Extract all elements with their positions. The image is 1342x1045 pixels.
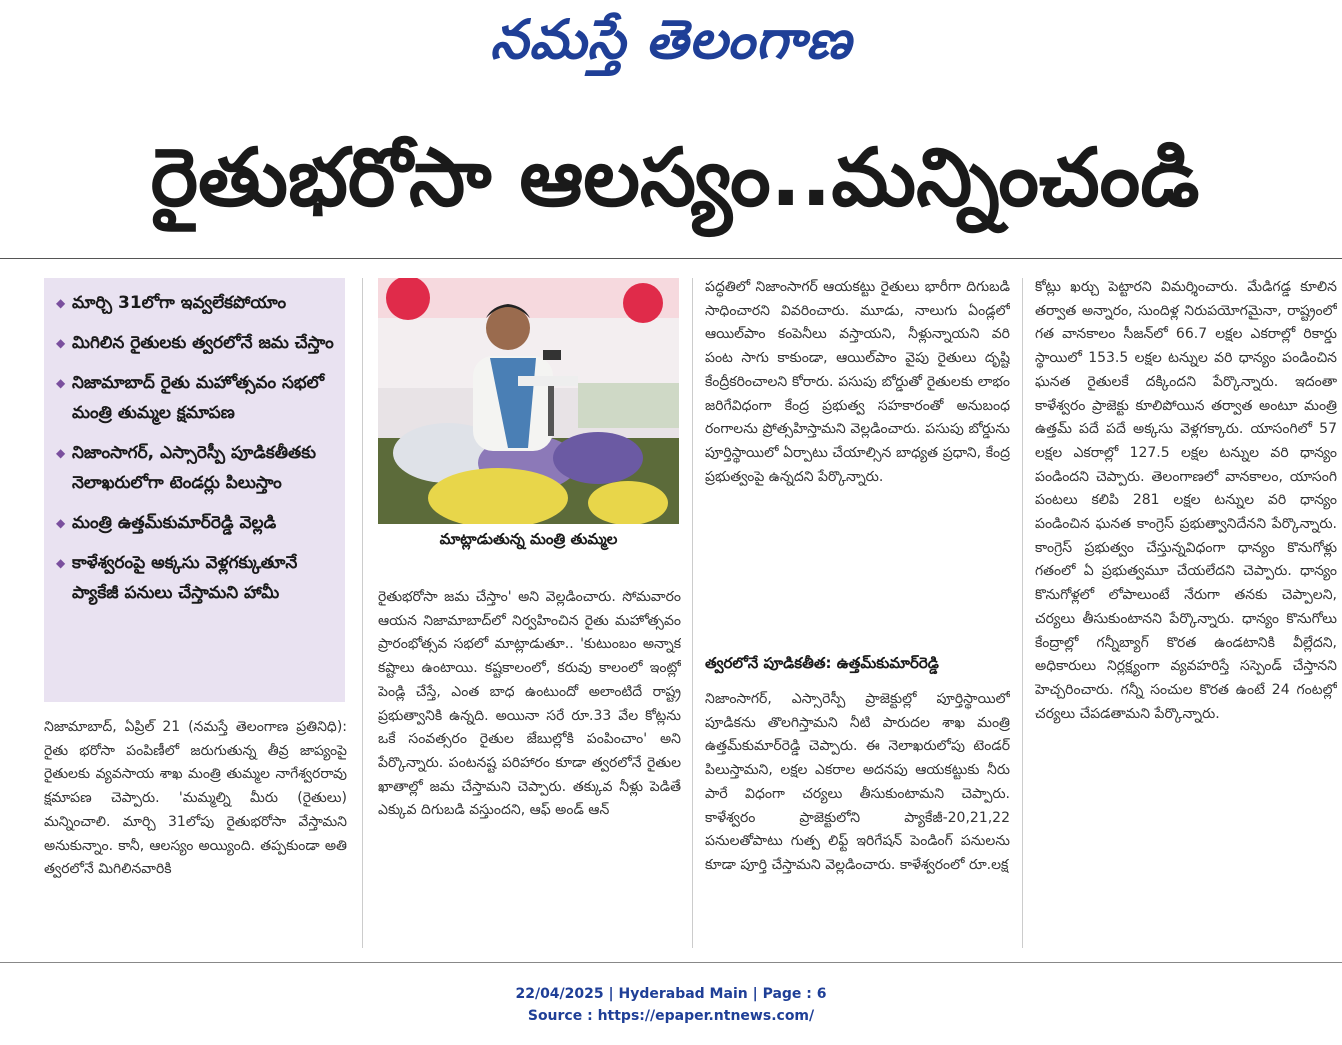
highlight-item: ◆ నిజామాబాద్ రైతు మహోత్సవం సభలో మంత్రి తుమ్మల క్షమాపణ — [56, 368, 337, 428]
highlights-box — [44, 278, 345, 702]
masthead-logo: నమస్తే తెలంగాణ — [490, 8, 852, 71]
article-column-3-bottom: నిజాంసాగర్, ఎస్సారెస్పీ ప్రాజెక్టుల్లో పూర్తిస్థాయిలో పూడికను తొలగిస్తామని నీటి పారుదల శాఖ మంత్రి ఉత్తమ్‌కుమార్‌రెడ్డి చెప్పారు. ఈ నెలాఖరులోపు టెండర్ పిలుస్తామని, లక్షల ఎకరాల అదనపు ఆయకట్టుకు నీరు పారే విధంగా చర్యలు తీసుకుంటామని చెప్పారు. కాళేశ్వరం ప్రాజెక్టులోని ప్యాకేజీ-20,21,22 పనులతోపాటు గుత్ప లిఫ్ట్ ఇరిగేషన్ పెండింగ్ పనులను కూడా పూర్తి చేస్తామని వెల్లడించారు. కాళేశ్వరంలో రూ.లక్ష — [705, 691, 1010, 873]
bullet-icon: ◆ — [56, 446, 66, 460]
column-divider — [1022, 278, 1023, 948]
headline-rule — [0, 258, 1342, 259]
footer-source-link[interactable]: Source : https://epaper.ntnews.com/ — [527, 1008, 815, 1024]
highlight-item: ◆ కాళేశ్వరంపై అక్కసు వెళ్లగక్కుతూనే ప్యాకేజీ పనులు చేస్తామని హామీ — [56, 548, 337, 608]
column-divider — [692, 278, 693, 948]
column-divider — [362, 278, 363, 948]
minister-photo — [378, 278, 679, 524]
article-column-1: నిజామాబాద్, ఏప్రిల్ 21 (నమస్తే తెలంగాణ ప్రతినిధి): రైతు భరోసా పంపిణీలో జరుగుతున్న తీవ్ర జాప్యంపై రైతులకు వ్యవసాయ శాఖ మంత్రి తుమ్మల నాగేశ్వరరావు క్షమాపణ చెప్పారు. 'మమ్మల్ని మీరు (రైతులు) మన్నించాలి. మార్చి 31లోపు రైతుభరోసా వేస్తామని అనుకున్నాం. కానీ, ఆలస్యం అయ్యింది. తప్పకుండా అతి త్వరలోనే మిగిలినవారికి — [44, 719, 347, 878]
bullet-icon: ◆ — [56, 336, 66, 350]
highlight-item: ◆ మార్చి 31లోగా ఇవ్వలేకపోయాం — [56, 288, 337, 318]
photo-caption: మాట్లాడుతున్న మంత్రి తుమ్మల — [439, 530, 618, 548]
headline: రైతుభరోసా ఆలస్యం..మన్నించండి — [150, 131, 1200, 224]
article-column-4: కోట్లు ఖర్చు పెట్టారని విమర్శించారు. మేడిగడ్డ కూలిన తర్వాత అన్నారం, సుందిళ్ల నిరుపయోగమైనా, రాష్ట్రంలో గత వానకాలం సీజన్‌లో 66.7 లక్షల ఎకరాల్లో రికార్డు స్థాయిలో 153.5 లక్షల టన్నుల వరి ధాన్యం పండించిన ఘనత రైతులకే దక్కిందని పేర్కొన్నారు. ఇదంతా కాళేశ్వరం ప్రాజెక్టు కూలిపోయిన తర్వాత అంటూ మంత్రి ఉత్తమ్ పదే పదే అక్కసు వెళ్లగక్కారు. యాసంగిలో 57 లక్షల ఎకరాల్లో 127.5 లక్షల టన్నుల వరి ధాన్యం పండిందని చెప్పారు. తెలంగాణలో వానకాలం, యాసంగి పంటలు కలిపి 281 లక్షల టన్నుల వరి ధాన్యం పండించిన ఘనత కాంగ్రెస్ ప్రభుత్వానిదేనని పేర్కొన్నారు. కాంగ్రెస్ ప్రభుత్వం చేస్తున్నవిధంగా ధాన్యం కొనుగోళ్లు గతంలో ఏ ప్రభుత్వమూ చేయలేదని చెప్పారు. ధాన్యం కొనుగోళ్లలో లోపాలుంటే నేరుగా తనకు చెప్పాలని, చర్యలు తీసుకుంటానని పేర్కొన్నారు. ధాన్యం కొనుగోలు కేంద్రాల్లో గన్నీబ్యాగ్ కొరత ఉండటానికి వీల్లేదని, అధికారులు నిర్లక్ష్యంగా వ్యవహరిస్తే సస్పెండ్ చేస్తానని హెచ్చరించారు. గన్నీ సంచుల కొరత ఉంటే 24 గంటల్లో చర్యలు చేపడతామని పేర్కొన్నారు. — [1035, 279, 1337, 722]
bullet-icon: ◆ — [56, 516, 66, 530]
subheading: త్వరలోనే పూడికతీత: ఉత్తమ్‌కుమార్‌రెడ్డి — [705, 654, 939, 672]
bullet-icon: ◆ — [56, 296, 66, 310]
article-column-3-top: పద్ధతిలో నిజాంసాగర్ ఆయకట్టు రైతులు భారీగా దిగుబడి సాధించారని వివరించారు. మూడు, నాలుగు ఏండ్లలో ఆయిల్‌పాం కంపెనీలు వస్తాయని, నీళ్లున్నాయని వరి పంట సాగు కాకుండా, ఆయిల్‌పాం వైపు రైతులు దృష్టి కేంద్రీకరించాలని కోరారు. పసుపు బోర్డుతో రైతులకు లాభం జరిగేవిధంగా కేంద్ర ప్రభుత్వ సహకారంతో అనుబంధ రంగాలను ప్రోత్సహిస్తామని వెల్లడించారు. పసుపు బోర్డును పూర్తిస్థాయిలో ఏర్పాటు చేయాల్సిన బాధ్యత ప్రధాని, కేంద్ర ప్రభుత్వంపై ఉన్నదని పేర్కొన్నారు. — [705, 279, 1010, 485]
bullet-icon: ◆ — [56, 556, 66, 570]
bullet-icon: ◆ — [56, 376, 66, 390]
highlight-item: ◆ మంత్రి ఉత్తమ్‌కుమార్‌రెడ్డి వెల్లడి — [56, 508, 337, 538]
highlight-item: ◆ మిగిలిన రైతులకు త్వరలోనే జమ చేస్తాం — [56, 328, 337, 358]
footer-rule — [0, 962, 1342, 963]
article-column-2: రైతుభరోసా జమ చేస్తాం' అని వెల్లడించారు. సోమవారం ఆయన నిజామాబాద్‌లో నిర్వహించిన రైతు మహోత్సవం ప్రారంభోత్సవ సభలో మాట్లాడుతూ.. 'కుటుంబం అన్నాక కష్టాలు ఉంటాయి. కష్టకాలంలో, కరువు కాలంలో ఇంట్లో పెండ్లి చేస్తే, ఎంత బాధ ఉంటుందో అలాంటిదే రాష్ట్ర ప్రభుత్వానికి ఉన్నది. అయినా సరే రూ.33 వేల కోట్లను ఒకే సంవత్సరం రైతుల జేబుల్లోకి పంపించాం' అని పేర్కొన్నారు. పంటనష్ట పరిహారం కూడా త్వరలోనే రైతుల ఖాతాల్లో జమ చేస్తామని చెప్పారు. తక్కువ నీళ్లు పెడితే ఎక్కువ దిగుబడి వస్తుందని, ఆఫ్ అండ్ ఆన్ — [378, 589, 681, 819]
footer-date-edition: 22/04/2025 | Hyderabad Main | Page : 6 — [515, 986, 827, 1002]
photo-illustration — [378, 278, 679, 524]
highlight-item: ◆ నిజాంసాగర్, ఎస్సారెస్పీ పూడికతీతకు నెలాఖరులోగా టెండర్లు పిలుస్తాం — [56, 438, 337, 498]
